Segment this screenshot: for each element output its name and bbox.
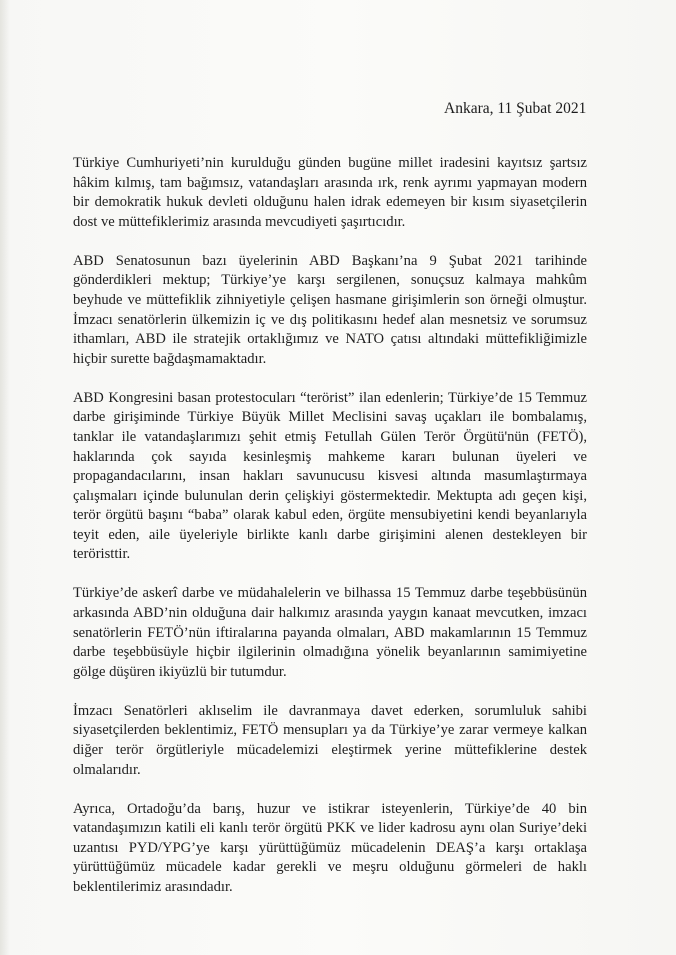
paragraph-3: ABD Kongresini basan protestocuları “terörist” ilan edenlerin; Türkiye’de 15 Temmuz darbe girişiminde Türkiye Büyük Millet Meclisini savaş uçakları ile bombalamış, tanklar ile vatandaşlarımızı şehit etmiş Fetullah Gülen Terör Örgütü'nün (FETÖ), haklarında çok sayıda kesinleşmiş mahkeme kararı bulunan üyeleri ve propagandacılarını, insan hakları savunucusu kisvesi altında masumlaştırmaya çalışmaları içinde bulunulan derin çelişkiyi göstermektedir. Mektupta adı geçen kişi, terör örgütü başını “baba” olarak kabul eden, örgüte mensubiyetini kendi beyanlarıyla teyit eden, aile üyeleriyle birlikte kanlı darbe girişimini alenen destekleyen bir teröristtir. (73, 389, 587, 563)
page-edge-shadow (0, 0, 10, 955)
paragraph-1: Türkiye Cumhuriyeti’nin kurulduğu günden bugüne millet iradesini kayıtsız şartsız hâkim kılmış, tam bağımsız, vatandaşları arasında ırk, renk ayrımı yapmayan modern bir demokratik hukuk devleti olduğunu halen idrak edemeyen bir kısım siyasetçilerin dost ve müttefiklerimiz arasında mevcudiyeti şaşırtıcıdır. (73, 155, 587, 230)
paragraph-2: ABD Senatosunun bazı üyelerinin ABD Başkanı’na 9 Şubat 2021 tarihinde gönderdikleri mektup; Türkiye’ye karşı sergilenen, sonuçsuz kalmaya mahkûm beyhude ve müttefiklik zihniyetiyle çelişen hasmane girişimlerin son örneği olmuştur. İmzacı senatörlerin ülkemizin iç ve dış politikasını hedef alan mesnetsiz ve sorumsuz ithamları, ABD ile stratejik ortaklığımız ve NATO çatısı altındaki müttefikliğimizle hiçbir surette bağdaşmamaktadır. (73, 252, 587, 367)
letter-date: Ankara, 11 Şubat 2021 (444, 100, 587, 117)
paragraph-6: Ayrıca, Ortadoğu’da barış, huzur ve istikrar isteyenlerin, Türkiye’de 40 bin vatandaşımızın katili eli kanlı terör örgütü PKK ve lider kadrosu aynı olan Suriye’deki uzantısı PYD/YPG’ye karşı yürüttüğümüz mücadelenin DEAŞ’a karşı ortaklaşa yürüttüğümüz mücadele kadar gerekli ve meşru olduğunu görmeleri de haklı beklentilerimiz arasındadır. (73, 800, 587, 895)
letter-body (73, 154, 587, 898)
paragraph-5: İmzacı Senatörleri aklıselim ile davranmaya davet ederken, sorumluluk sahibi siyasetçilerden beklentimiz, FETÖ mensupları ya da Türkiye’ye zarar vermeye kalkan diğer terör örgütleriyle mücadelemizi eleştirmek yerine müttefiklerine destek olmalarıdır. (73, 702, 587, 778)
paragraph-4: Türkiye’de askerî darbe ve müdahalelerin ve bilhassa 15 Temmuz darbe teşebbüsünün arkasında ABD’nin olduğuna dair halkımız arasında yaygın kanaat mevcutken, imzacı senatörlerin FETÖ’nün iftiralarına payanda olmaları, ABD makamlarının 15 Temmuz darbe teşebbüsüyle hiçbir ilgilerinin olmadığına yönelik beyanlarının samimiyetine gölge düşüren ikiyüzlü bir tutumdur. (73, 585, 587, 680)
